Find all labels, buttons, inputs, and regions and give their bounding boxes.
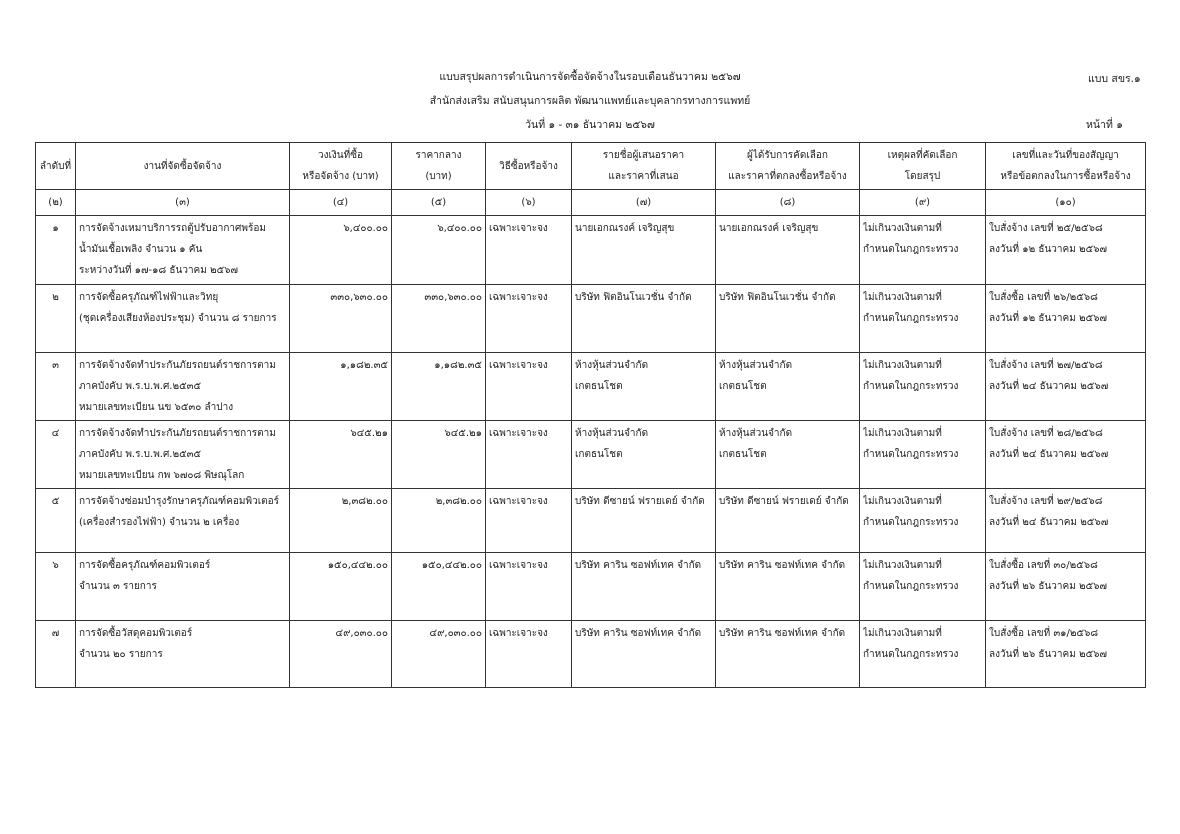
- col-number: (๘): [716, 190, 860, 216]
- median-price-cell: ๔๙,๐๓๐.๐๐: [392, 621, 486, 688]
- table-row: [36, 285, 1146, 353]
- col-header-task: งานที่จัดซื้อจัดจ้าง: [76, 143, 290, 190]
- median-price-cell: ๑,๑๘๒.๓๕: [392, 353, 486, 421]
- col-header-selected: ผู้ได้รับการคัดเลือก และราคาที่ตกลงซื้อหรือจ้าง: [716, 143, 860, 190]
- row-number: ๓: [36, 353, 76, 421]
- page-number: หน้าที่ ๑: [1086, 119, 1123, 131]
- reason-cell: ไม่เกินวงเงินตามที่ กำหนดในกฎกระทรวง: [860, 621, 986, 688]
- reason-cell: ไม่เกินวงเงินตามที่ กำหนดในกฎกระทรวง: [860, 489, 986, 553]
- row-number: ๔: [36, 421, 76, 489]
- method-cell: เฉพาะเจาะจง: [486, 553, 572, 621]
- task-cell: การจัดจ้างจัดทำประกันภัยรถยนต์ราชการตาม ภาคบังคับ พ.ร.บ.พ.ศ.๒๕๓๕ หมายเลขทะเบียน นข ๖๕๓๐ ลำปาง: [76, 353, 290, 421]
- contract-cell: ใบสั่งซื้อ เลขที่ ๒๖/๒๕๖๘ ลงวันที่ ๑๒ ธันวาคม ๒๕๖๗: [986, 285, 1146, 353]
- task-cell: การจัดซื้อครุภัณฑ์ไฟฟ้าและวิทยุ (ชุดเครื่องเสียงห้องประชุม) จำนวน ๘ รายการ: [76, 285, 290, 353]
- col-header-bidders: รายชื่อผู้เสนอราคา และราคาที่เสนอ: [572, 143, 716, 190]
- bidders-cell: นายเอกณรงค์ เจริญสุข: [572, 216, 716, 285]
- table-row: [36, 216, 1146, 285]
- row-number: ๒: [36, 285, 76, 353]
- bidders-cell: ห้างหุ้นส่วนจำกัด เกตธนโชต: [572, 421, 716, 489]
- task-cell: การจัดจ้างเหมาบริการรถตู้ปรับอากาศพร้อม น้ำมันเชื้อเพลิง จำนวน ๑ คัน ระหว่างวันที่ ๑๗-๑๘ ธันวาคม ๒๕๖๗: [76, 216, 290, 285]
- task-cell: การจัดซื้อครุภัณฑ์คอมพิวเตอร์ จำนวน ๓ รายการ: [76, 553, 290, 621]
- method-cell: เฉพาะเจาะจง: [486, 421, 572, 489]
- bidders-cell: บริษัท ฟิตอินโนเวชั่น จำกัด: [572, 285, 716, 353]
- task-cell: การจัดจ้างจัดทำประกันภัยรถยนต์ราชการตาม ภาคบังคับ พ.ร.บ.พ.ศ.๒๕๓๕ หมายเลขทะเบียน กพ ๖๗๐๘ พิษณุโลก: [76, 421, 290, 489]
- contract-cell: ใบสั่งจ้าง เลขที่ ๒๕/๒๕๖๘ ลงวันที่ ๑๒ ธันวาคม ๒๕๖๗: [986, 216, 1146, 285]
- median-price-cell: ๖,๔๐๐.๐๐: [392, 216, 486, 285]
- col-number: (๔): [290, 190, 392, 216]
- selected-cell: ห้างหุ้นส่วนจำกัด เกตธนโชต: [716, 353, 860, 421]
- budget-cell: ๖๔๕.๒๑: [290, 421, 392, 489]
- bidders-cell: บริษัท คาริน ซอฟท์เทค จำกัด: [572, 621, 716, 688]
- median-price-cell: ๓๓๐,๖๓๐.๐๐: [392, 285, 486, 353]
- header-row: [36, 143, 1146, 190]
- bidders-cell: ห้างหุ้นส่วนจำกัด เกตธนโชต: [572, 353, 716, 421]
- budget-cell: ๓๓๐,๖๓๐.๐๐: [290, 285, 392, 353]
- row-number: ๑: [36, 216, 76, 285]
- median-price-cell: ๑๕๐,๔๔๒.๐๐: [392, 553, 486, 621]
- task-cell: การจัดจ้างซ่อมบำรุงรักษาครุภัณฑ์คอมพิวเตอร์ (เครื่องสำรองไฟฟ้า) จำนวน ๒ เครื่อง: [76, 489, 290, 553]
- col-number: (๓): [76, 190, 290, 216]
- col-number: (๒): [36, 190, 76, 216]
- method-cell: เฉพาะเจาะจง: [486, 285, 572, 353]
- reason-cell: ไม่เกินวงเงินตามที่ กำหนดในกฎกระทรวง: [860, 553, 986, 621]
- procurement-table: [35, 142, 1146, 688]
- table-row: [36, 553, 1146, 621]
- budget-cell: ๑,๑๘๒.๓๕: [290, 353, 392, 421]
- method-cell: เฉพาะเจาะจง: [486, 489, 572, 553]
- col-number: (๙): [860, 190, 986, 216]
- budget-cell: ๔๙,๐๓๐.๐๐: [290, 621, 392, 688]
- bidders-cell: บริษัท ดีซายน์ ฟรายเดย์ จำกัด: [572, 489, 716, 553]
- col-number: (๗): [572, 190, 716, 216]
- budget-cell: ๖,๔๐๐.๐๐: [290, 216, 392, 285]
- selected-cell: บริษัท ดีซายน์ ฟรายเดย์ จำกัด: [716, 489, 860, 553]
- contract-cell: ใบสั่งจ้าง เลขที่ ๒๘/๒๕๖๘ ลงวันที่ ๒๔ ธันวาคม ๒๕๖๗: [986, 421, 1146, 489]
- col-header-median-price: ราคากลาง (บาท): [392, 143, 486, 190]
- selected-cell: บริษัท ฟิตอินโนเวชั่น จำกัด: [716, 285, 860, 353]
- table-row: [36, 353, 1146, 421]
- median-price-cell: ๒,๓๘๒.๐๐: [392, 489, 486, 553]
- report-period: วันที่ ๑ - ๓๑ ธันวาคม ๒๕๖๗: [525, 119, 655, 131]
- budget-cell: ๑๕๐,๔๔๒.๐๐: [290, 553, 392, 621]
- report-title: แบบสรุปผลการดำเนินการจัดซื้อจัดจ้างในรอบเดือนธันวาคม ๒๕๖๗: [439, 71, 741, 83]
- selected-cell: บริษัท คาริน ซอฟท์เทค จำกัด: [716, 621, 860, 688]
- table-row: [36, 489, 1146, 553]
- reason-cell: ไม่เกินวงเงินตามที่ กำหนดในกฎกระทรวง: [860, 353, 986, 421]
- selected-cell: ห้างหุ้นส่วนจำกัด เกตธนโชต: [716, 421, 860, 489]
- budget-cell: ๒,๓๘๒.๐๐: [290, 489, 392, 553]
- table-row: [36, 621, 1146, 688]
- task-cell: การจัดซื้อวัสดุคอมพิวเตอร์ จำนวน ๒๐ รายการ: [76, 621, 290, 688]
- method-cell: เฉพาะเจาะจง: [486, 621, 572, 688]
- contract-cell: ใบสั่งจ้าง เลขที่ ๒๗/๒๕๖๘ ลงวันที่ ๒๔ ธันวาคม ๒๕๖๗: [986, 353, 1146, 421]
- col-header-reason: เหตุผลที่คัดเลือก โดยสรุป: [860, 143, 986, 190]
- col-number: (๖): [486, 190, 572, 216]
- reason-cell: ไม่เกินวงเงินตามที่ กำหนดในกฎกระทรวง: [860, 285, 986, 353]
- agency-name: สำนักส่งเสริม สนับสนุนการผลิต พัฒนาแพทย์และบุคลากรทางการแพทย์: [429, 95, 751, 107]
- reason-cell: ไม่เกินวงเงินตามที่ กำหนดในกฎกระทรวง: [860, 421, 986, 489]
- col-number: (๕): [392, 190, 486, 216]
- row-number: ๖: [36, 553, 76, 621]
- row-number: ๗: [36, 621, 76, 688]
- form-code: แบบ สขร.๑: [1088, 73, 1141, 85]
- contract-cell: ใบสั่งซื้อ เลขที่ ๓๐/๒๕๖๘ ลงวันที่ ๒๖ ธันวาคม ๒๕๖๗: [986, 553, 1146, 621]
- contract-cell: ใบสั่งซื้อ เลขที่ ๓๑/๒๕๖๘ ลงวันที่ ๒๖ ธันวาคม ๒๕๖๗: [986, 621, 1146, 688]
- contract-cell: ใบสั่งจ้าง เลขที่ ๒๙/๒๕๖๘ ลงวันที่ ๒๔ ธันวาคม ๒๕๖๗: [986, 489, 1146, 553]
- col-header-no: ลำดับที่: [36, 143, 76, 190]
- selected-cell: บริษัท คาริน ซอฟท์เทค จำกัด: [716, 553, 860, 621]
- method-cell: เฉพาะเจาะจง: [486, 216, 572, 285]
- col-number: (๑๐): [986, 190, 1146, 216]
- row-number: ๕: [36, 489, 76, 553]
- column-number-row: [36, 190, 1146, 216]
- reason-cell: ไม่เกินวงเงินตามที่ กำหนดในกฎกระทรวง: [860, 216, 986, 285]
- bidders-cell: บริษัท คาริน ซอฟท์เทค จำกัด: [572, 553, 716, 621]
- median-price-cell: ๖๔๕.๒๑: [392, 421, 486, 489]
- table-row: [36, 421, 1146, 489]
- selected-cell: นายเอกณรงค์ เจริญสุข: [716, 216, 860, 285]
- col-header-method: วิธีซื้อหรือจ้าง: [486, 143, 572, 190]
- col-header-budget: วงเงินที่ซื้อ หรือจัดจ้าง (บาท): [290, 143, 392, 190]
- col-header-contract: เลขที่และวันที่ของสัญญา หรือข้อตกลงในการซื้อหรือจ้าง: [986, 143, 1146, 190]
- method-cell: เฉพาะเจาะจง: [486, 353, 572, 421]
